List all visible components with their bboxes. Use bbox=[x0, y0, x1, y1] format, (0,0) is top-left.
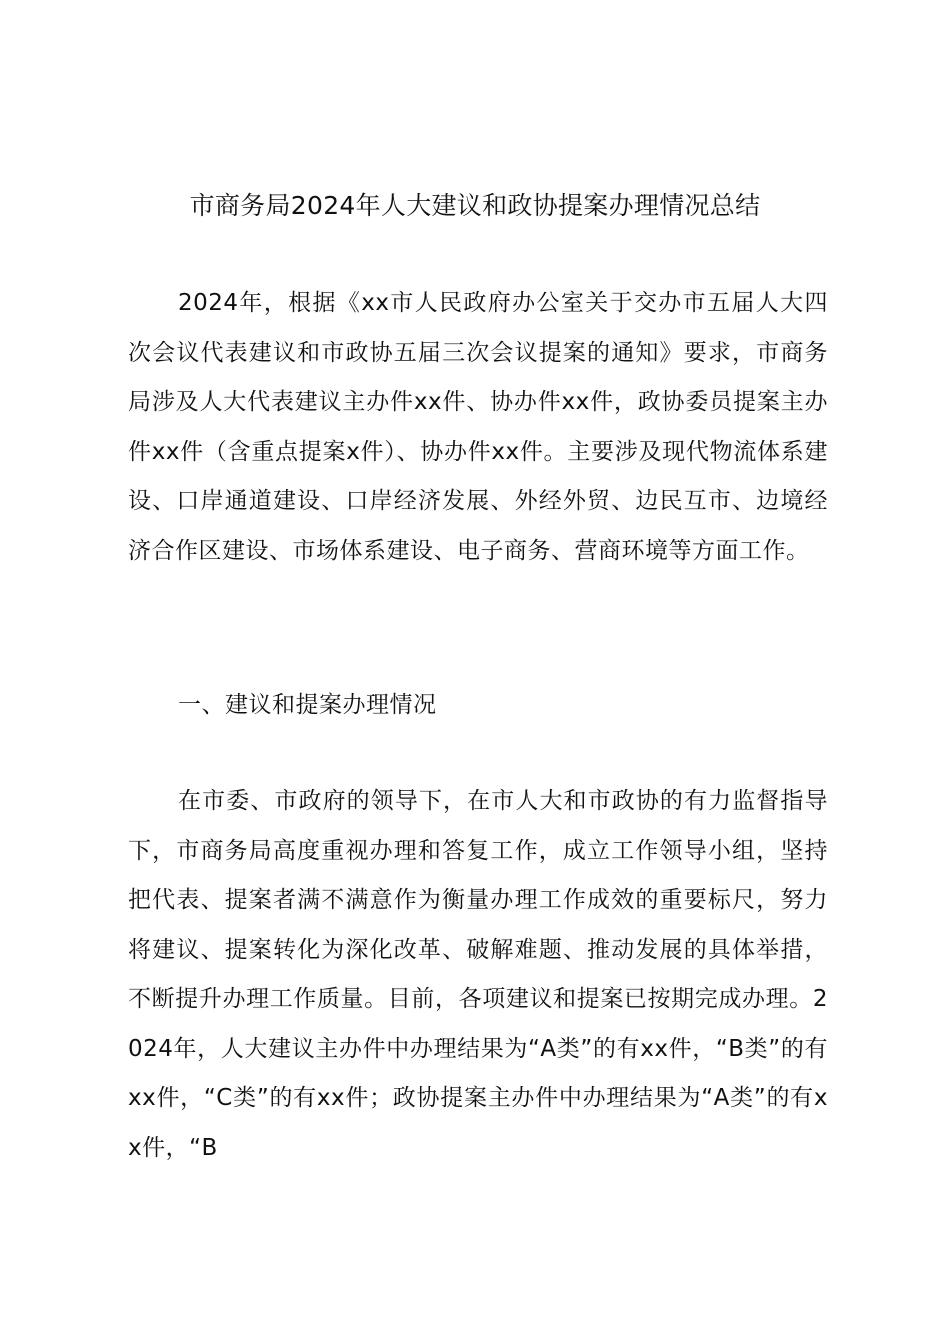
document-title: 市商务局2024年人大建议和政协提案办理情况总结 bbox=[189, 191, 761, 220]
intro-paragraph: 2024年，根据《xx市人民政府办公室关于交办市五届人大四次会议代表建议和市政协五届三次会议提案的通知》要求，市商务局涉及人大代表建议主办件xx件、协办件xx件，政协委员提案主办件xx件（含重点提案x件）、协办件xx件。主要涉及现代物流体系建设、口岸通道建设、口岸经济发展、外经外贸、边民互市、边境经济合作区建设、市场体系建设、电子商务、营商环境等方面工作。 bbox=[128, 290, 828, 564]
section-heading: 一、建议和提案办理情况 bbox=[178, 692, 437, 718]
body-paragraph: 在市委、市政府的领导下，在市人大和市政协的有力监督指导下，市商务局高度重视办理和答复工作，成立工作领导小组，坚持把代表、提案者满不满意作为衡量办理工作成效的重要标尺，努力将建议、提案转化为深化改革、破解难题、推动发展的具体举措，不断提升办理工作质量。目前，各项建议和提案已按期完成办理。2024年，人大建议主办件中办理结果为“A类”的有xx件，“B类”的有xx件，“C类”的有xx件；政协提案主办件中办理结果为“A类”的有xx件，“B bbox=[128, 788, 828, 1161]
